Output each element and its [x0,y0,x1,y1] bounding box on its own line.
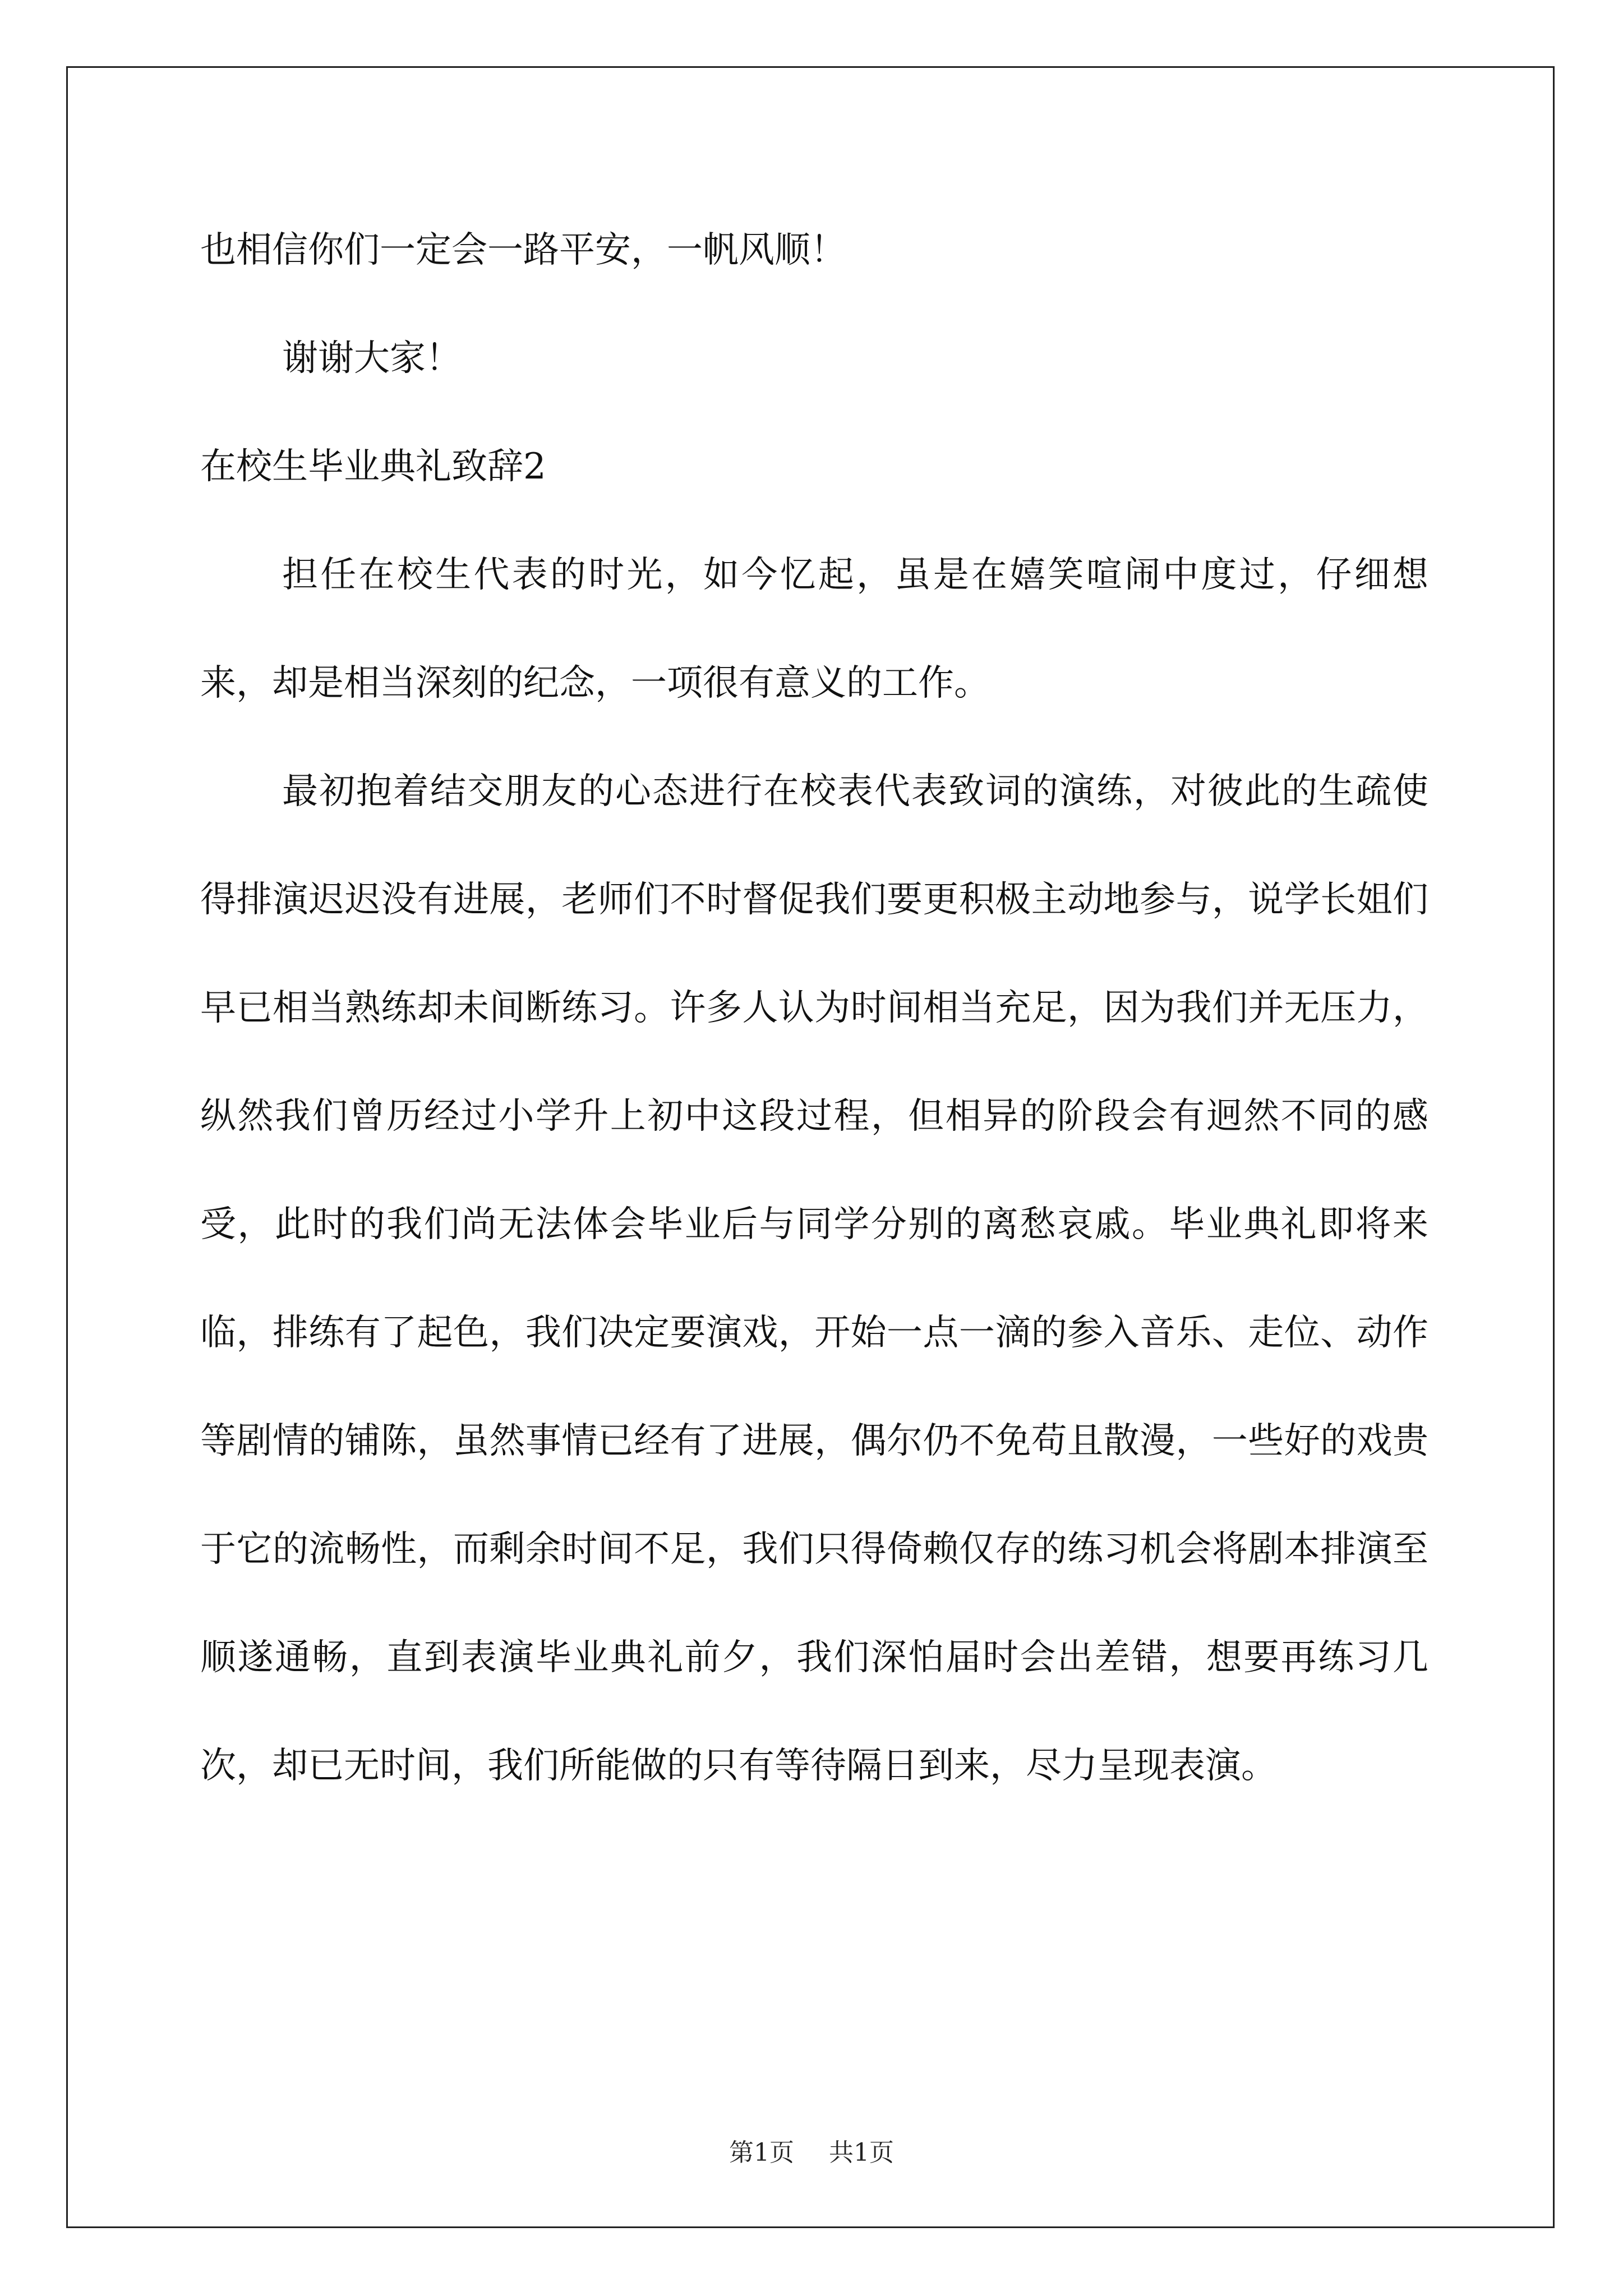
section-title: 在校生毕业典礼致辞2 [200,446,546,487]
body-line-1: 也相信你们一定会一路平安，一帆风顺！ [200,229,846,271]
page-number-current: 第1页 [729,2138,794,2167]
page-number-total: 共1页 [829,2138,894,2167]
page-footer [0,2136,1623,2170]
thanks-line: 谢谢大家！ [282,338,462,379]
paragraph-2: 最初抱着结交朋友的心态进行在校表代表致词的演练，对彼此的生疏使得排演迟迟没有进展，老师们不时督促我们要更积极主动地参与，说学长姐们早已相当熟练却未间断练习。许多人认为时间相当充足，因为我们并无压力，纵然我们曾历经过小学升上初中这段过程，但相异的阶段会有迥然不同的感受，此时的我们尚无法体会毕业后与同学分别的离愁哀戚。毕业典礼即将来临，排练有了起色，我们决定要演戏，开始一点一滴的参入音乐、走位、动作等剧情的铺陈，虽然事情已经有了进展，偶尔仍不免苟且散漫，一些好的戏贵于它的流畅性，而剩余时间不足，我们只得倚赖仅存的练习机会将剧本排演至顺遂通畅，直到表演毕业典礼前夕，我们深怕届时会出差错，想要再练习几次，却已无时间，我们所能做的只有等待隔日到来，尽力呈现表演。 [200,771,1428,1787]
paragraph-1: 担任在校生代表的时光，如今忆起，虽是在嬉笑喧闹中度过，仔细想来，却是相当深刻的纪念，一项很有意义的工作。 [200,554,1428,704]
